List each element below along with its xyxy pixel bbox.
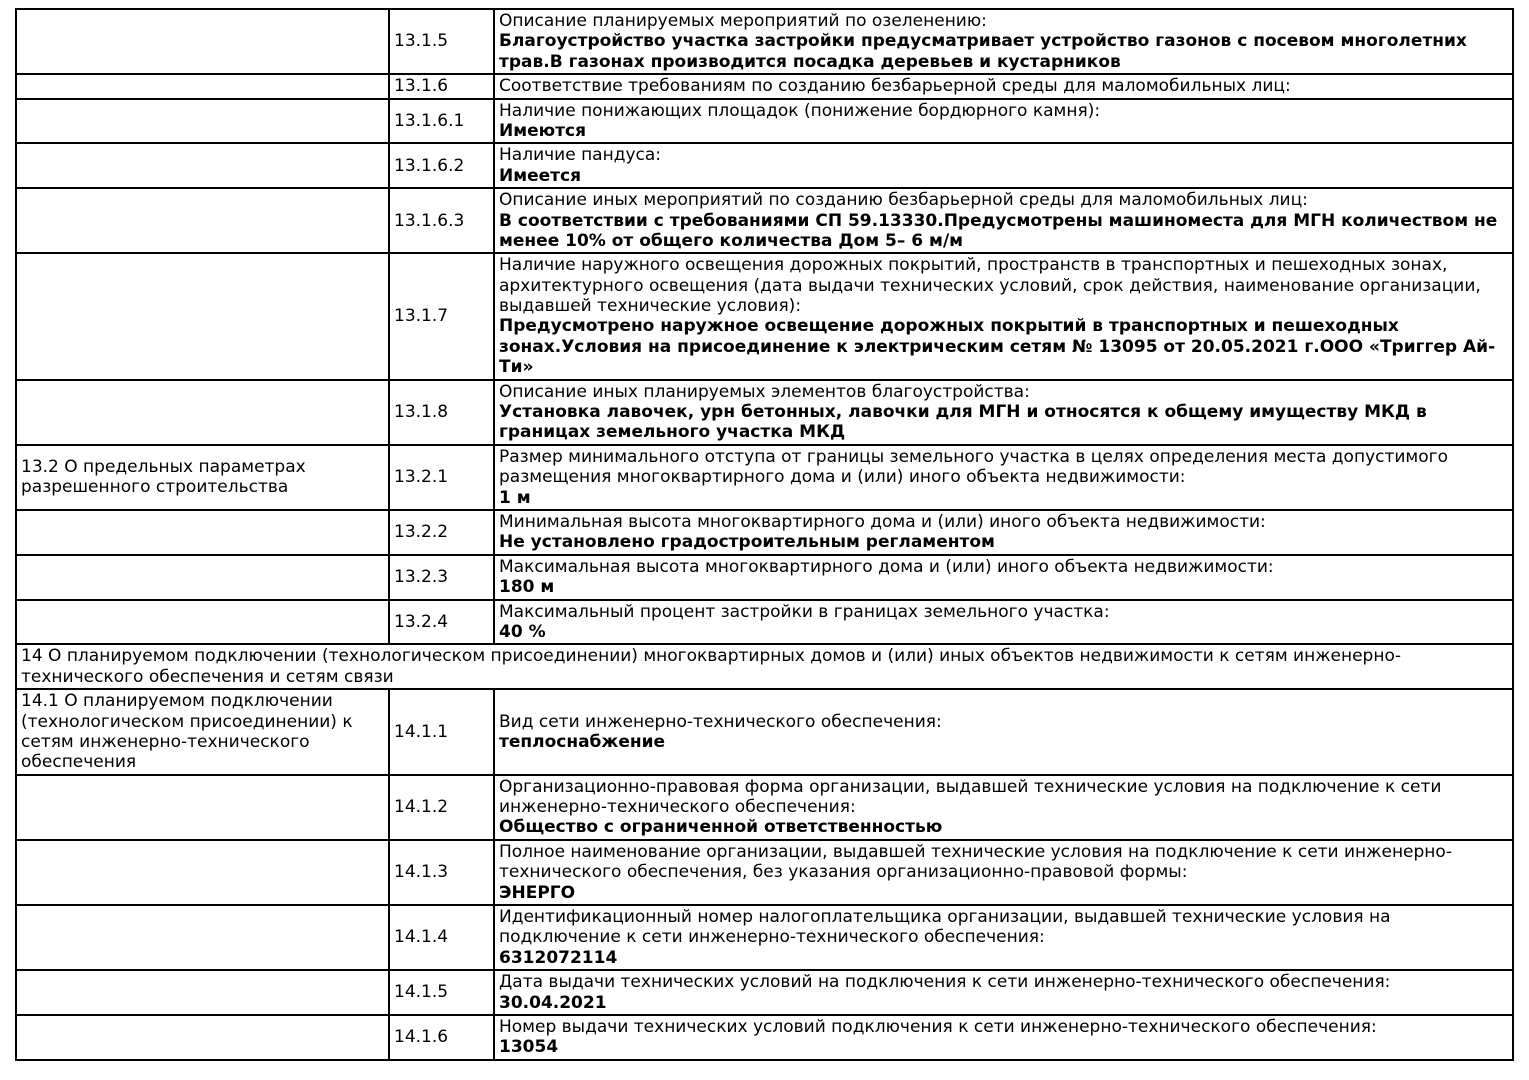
field-value: Предусмотрено наружное освещение дорожных покрытий в транспортных и пешеходных зонах.Условия на присоединение к электрическим сетям № 13095 от 20.05.2021 г.ООО «Триггер Ай-Ти» <box>499 316 1496 378</box>
row-content <box>494 970 1513 1015</box>
field-value: 13054 <box>499 1037 559 1058</box>
section-label: 13.2 О предельных параметрах разрешенного строительства <box>16 445 389 510</box>
table-row <box>16 380 1513 445</box>
field-label: Максимальный процент застройки в границах земельного участка: <box>499 601 1110 622</box>
row-code: 14.1.2 <box>389 775 494 840</box>
row-content <box>494 253 1513 379</box>
table-row <box>16 9 1513 74</box>
row-content <box>494 600 1513 645</box>
row-code: 14.1.4 <box>389 905 494 970</box>
section-label <box>16 9 389 74</box>
row-content <box>494 99 1513 144</box>
field-label: Описание планируемых мероприятий по озеленению: <box>499 11 987 31</box>
field-value: 6312072114 <box>499 947 618 968</box>
row-code: 13.1.8 <box>389 380 494 445</box>
row-content <box>494 555 1513 600</box>
section-header: 14 О планируемом подключении (технологическом присоединении) многоквартирных домов и (или) иных объектов недвижимости к сетям инженерно-технического обеспечения и сетям связи <box>16 644 1513 689</box>
field-label: Наличие пандуса: <box>499 145 662 166</box>
section-label <box>16 188 389 253</box>
field-label: Полное наименование организации, выдавшей технические условия на подключение к сети инженерно-технического обеспечения, без указания организационно-правовой формы: <box>499 841 1452 883</box>
section-label <box>16 775 389 840</box>
table-row <box>16 600 1513 645</box>
section-label <box>16 253 389 379</box>
section-label <box>16 510 389 555</box>
row-code: 13.1.5 <box>389 9 494 74</box>
field-value: Установка лавочек, урн бетонных, лавочки для МГН и относятся к общему имуществу МКД в границах земельного участка МКД <box>499 402 1427 443</box>
table-row <box>16 689 1513 775</box>
row-code: 14.1.6 <box>389 1015 494 1060</box>
field-value: Имеются <box>499 120 587 141</box>
field-value: Не установлено градостроительным регламентом <box>499 532 995 553</box>
table-row <box>16 840 1513 905</box>
table-row <box>16 510 1513 555</box>
section-label <box>16 1015 389 1060</box>
declaration-table <box>15 8 1514 1061</box>
row-code: 13.2.2 <box>389 510 494 555</box>
field-value: 1 м <box>499 487 531 508</box>
row-content <box>494 9 1513 74</box>
field-label: Минимальная высота многоквартирного дома и (или) иного объекта недвижимости: <box>499 511 1266 532</box>
field-label: Идентификационный номер налогоплательщика организации, выдавшей технические условия на подключение к сети инженерно-технического обеспечения: <box>499 907 1391 948</box>
field-label: Наличие понижающих площадок (понижение бордюрного камня): <box>499 100 1101 121</box>
section-label <box>16 840 389 905</box>
row-content <box>494 1015 1513 1060</box>
field-value: В соответствии с требованиями СП 59.13330.Предусмотрены машиноместа для МГН количеством не менее 10% от общего количества Дом 5– 6 м/м <box>499 210 1498 251</box>
section-label <box>16 143 389 188</box>
row-content <box>494 775 1513 840</box>
row-code: 13.1.6.2 <box>389 143 494 188</box>
field-label: Максимальная высота многоквартирного дома и (или) иного объекта недвижимости: <box>499 556 1274 577</box>
section-label <box>16 74 389 98</box>
section-label <box>16 600 389 645</box>
field-label: Дата выдачи технических условий на подключения к сети инженерно-технического обеспечения: <box>499 972 1391 993</box>
table-row <box>16 253 1513 379</box>
row-code: 14.1.5 <box>389 970 494 1015</box>
field-value: Благоустройство участка застройки предусматривает устройство газонов с посевом многолетних трав.В газонах производится посадка деревьев и кустарников <box>499 31 1467 72</box>
table-row <box>16 74 1513 98</box>
table-row <box>16 99 1513 144</box>
row-content <box>494 840 1513 905</box>
field-label: Размер минимального отступа от границы земельного участка в целях определения места допустимого размещения многоквартирного дома и (или) иного объекта недвижимости: <box>499 446 1448 488</box>
row-code: 13.2.1 <box>389 445 494 510</box>
table-row <box>16 555 1513 600</box>
table-row <box>16 188 1513 253</box>
row-code: 14.1.1 <box>389 689 494 775</box>
section-label <box>16 380 389 445</box>
field-value: Имеется <box>499 165 582 186</box>
section-label <box>16 99 389 144</box>
row-content <box>494 510 1513 555</box>
table-row <box>16 905 1513 970</box>
row-code: 13.2.4 <box>389 600 494 645</box>
section-header-row <box>16 644 1513 689</box>
section-label: 14.1 О планируемом подключении (технологическом присоединении) к сетям инженерно-технического обеспечения <box>16 689 389 775</box>
table-row <box>16 143 1513 188</box>
field-label: Организационно-правовая форма организации, выдавшей технические условия на подключение к сети инженерно-технического обеспечения: <box>499 776 1442 818</box>
row-code: 13.1.7 <box>389 253 494 379</box>
section-label <box>16 905 389 970</box>
table-row <box>16 970 1513 1015</box>
row-code: 13.1.6.1 <box>389 99 494 144</box>
row-code: 13.1.6.3 <box>389 188 494 253</box>
field-label: Соответствие требованиям по созданию безбарьерной среды для маломобильных лиц: <box>499 76 1291 97</box>
field-label: Описание иных мероприятий по созданию безбарьерной среды для маломобильных лиц: <box>499 190 1308 211</box>
field-label: Номер выдачи технических условий подключения к сети инженерно-технического обеспечения: <box>499 1016 1377 1037</box>
table-body <box>16 9 1513 1060</box>
field-label: Вид сети инженерно-технического обеспечения: <box>499 711 942 732</box>
section-label <box>16 970 389 1015</box>
section-label <box>16 555 389 600</box>
row-content <box>494 445 1513 510</box>
row-content <box>494 905 1513 970</box>
row-code: 13.2.3 <box>389 555 494 600</box>
field-value: теплоснабжение <box>499 731 666 752</box>
field-value: Общество с ограниченной ответственностью <box>499 817 943 838</box>
row-content <box>494 380 1513 445</box>
row-content <box>494 188 1513 253</box>
table-row <box>16 1015 1513 1060</box>
table-row <box>16 445 1513 510</box>
row-content <box>494 143 1513 188</box>
field-value: 40 % <box>499 621 546 642</box>
row-content <box>494 689 1513 775</box>
row-code: 14.1.3 <box>389 840 494 905</box>
field-value: 180 м <box>499 577 555 598</box>
table-row <box>16 775 1513 840</box>
field-value: ЭНЕРГО <box>499 882 576 903</box>
field-label: Наличие наружного освещения дорожных покрытий, пространств в транспортных и пешеходных зонах, архитектурного освещения (дата выдачи технических условий, срок действия, наименование организации, выдавшей технические условия): <box>499 255 1481 317</box>
field-label: Описание иных планируемых элементов благоустройства: <box>499 381 1030 402</box>
row-code: 13.1.6 <box>389 74 494 98</box>
field-value: 30.04.2021 <box>499 992 607 1013</box>
row-content <box>494 74 1513 98</box>
